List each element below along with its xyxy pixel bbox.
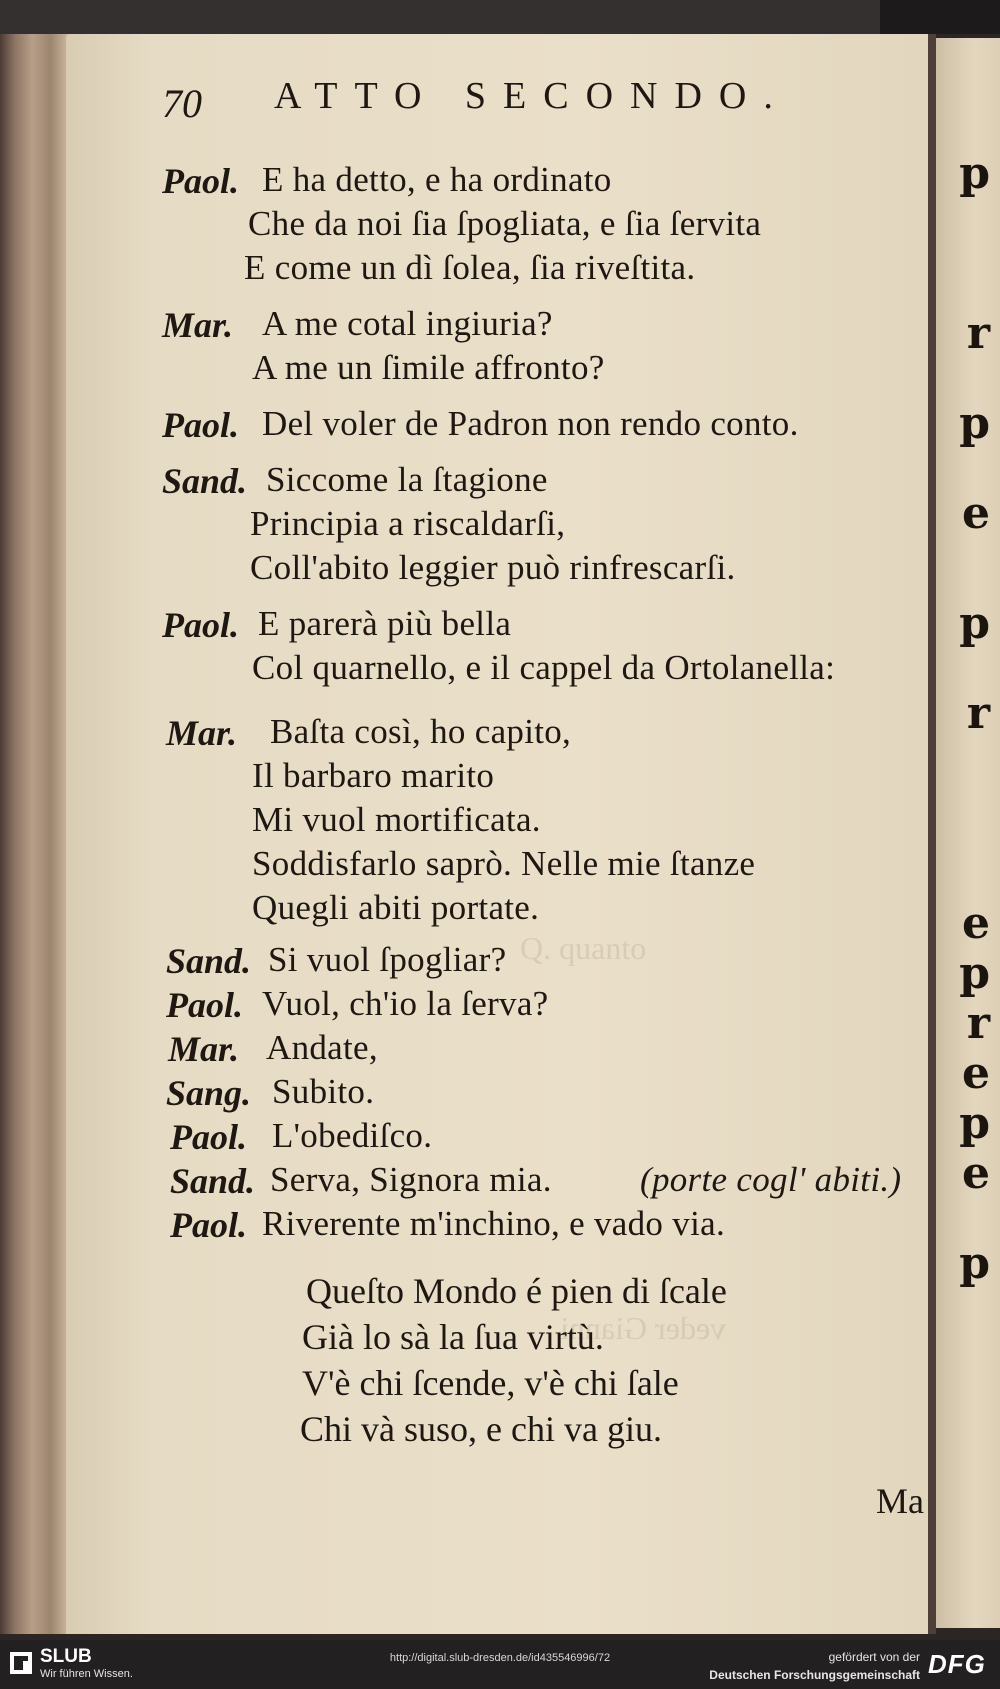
speaker-label: Sand.	[162, 461, 248, 501]
dfg-logo[interactable]: DFG	[928, 1649, 986, 1679]
library-name[interactable]: SLUB	[40, 1646, 92, 1667]
speaker-label: Sang.	[166, 1073, 252, 1113]
verse-line: V'è chi ſcende, v'è chi ſale	[302, 1363, 679, 1403]
speaker-label: Paol.	[170, 1117, 247, 1157]
permalink-url[interactable]: http://digital.slub-dresden.de/id435546996/72	[389, 1652, 611, 1664]
dialogue-line: E ha detto, e ha ordinato	[262, 160, 612, 199]
verse-line: Già lo sà la ſua virtù.	[302, 1317, 604, 1357]
dialogue-line: Mi vuol mortificata.	[252, 800, 541, 839]
stage-direction: (porte cogl' abiti.)	[640, 1160, 902, 1199]
dialogue-line: Soddisfarlo saprò. Nelle mie ſtanze	[252, 844, 756, 883]
funding-note: gefördert von der	[828, 1650, 920, 1664]
speaker-label: Paol.	[162, 405, 239, 445]
dialogue-line: Quegli abiti portate.	[252, 888, 540, 927]
dialogue-line: E parerà più bella	[258, 604, 512, 643]
dialogue-line: Si vuol ſpogliar?	[268, 940, 507, 979]
verse-line: Chi và suso, e chi va giu.	[300, 1409, 662, 1449]
dialogue-line: L'obediſco.	[272, 1116, 433, 1155]
speaker-label: Sand.	[166, 941, 252, 981]
dialogue-line: Baſta così, ho capito,	[270, 712, 572, 751]
speaker-label: Mar.	[166, 713, 238, 753]
library-tagline: Wir führen Wissen.	[40, 1668, 133, 1680]
dialogue-line: Siccome la ſtagione	[266, 460, 548, 499]
dialogue-line: Subito.	[272, 1072, 375, 1111]
book-page-edges	[0, 34, 72, 1634]
show-through-text: veder Gianni	[560, 1310, 727, 1346]
funding-organization: Deutschen Forschungsgemeinschaft	[709, 1668, 920, 1682]
dialogue-line: Andate,	[266, 1028, 378, 1067]
dialogue-line: Serva, Signora mia.	[270, 1160, 552, 1199]
dialogue-line: E come un dì ſolea, ſia riveſtita.	[244, 248, 696, 287]
dialogue-line: Principia a riscaldarſi,	[250, 504, 566, 543]
dialogue-line: Del voler de Padron non rendo conto.	[262, 404, 799, 443]
speaker-label: Paol.	[166, 985, 243, 1025]
page-number: 70	[162, 81, 202, 126]
dialogue-line: Che da noi ſia ſpogliata, e ſia ſervita	[248, 204, 762, 243]
facing-page-edge: p r p e p r e p r e p e p	[936, 38, 1000, 1628]
speaker-label: Paol.	[170, 1205, 247, 1245]
verse-line: Queſto Mondo é pien di ſcale	[306, 1271, 727, 1311]
dialogue-line: Il barbaro marito	[252, 756, 495, 795]
speaker-label: Mar.	[162, 305, 234, 345]
running-title: ATTO SECONDO.	[274, 75, 790, 117]
page-gutter	[928, 34, 936, 1634]
dialogue-line: A me un ſimile affronto?	[252, 348, 605, 387]
top-scan-border	[0, 0, 1000, 34]
dialogue-line: A me cotal ingiuria?	[262, 304, 553, 343]
speaker-label: Paol.	[162, 161, 239, 201]
show-through-text: Q. quanto	[520, 930, 647, 966]
dialogue-line: Vuol, ch'io la ſerva?	[262, 984, 549, 1023]
speaker-label: Sand.	[170, 1161, 256, 1201]
speaker-label: Paol.	[162, 605, 239, 645]
dialogue-line: Riverente m'inchino, e vado via.	[262, 1204, 725, 1243]
dialogue-line: Col quarnello, e il cappel da Ortolanella:	[252, 648, 836, 687]
catchword: Ma	[876, 1481, 924, 1521]
dialogue-line: Coll'abito leggier può rinfrescarſi.	[250, 548, 736, 587]
speaker-label: Mar.	[168, 1029, 240, 1069]
